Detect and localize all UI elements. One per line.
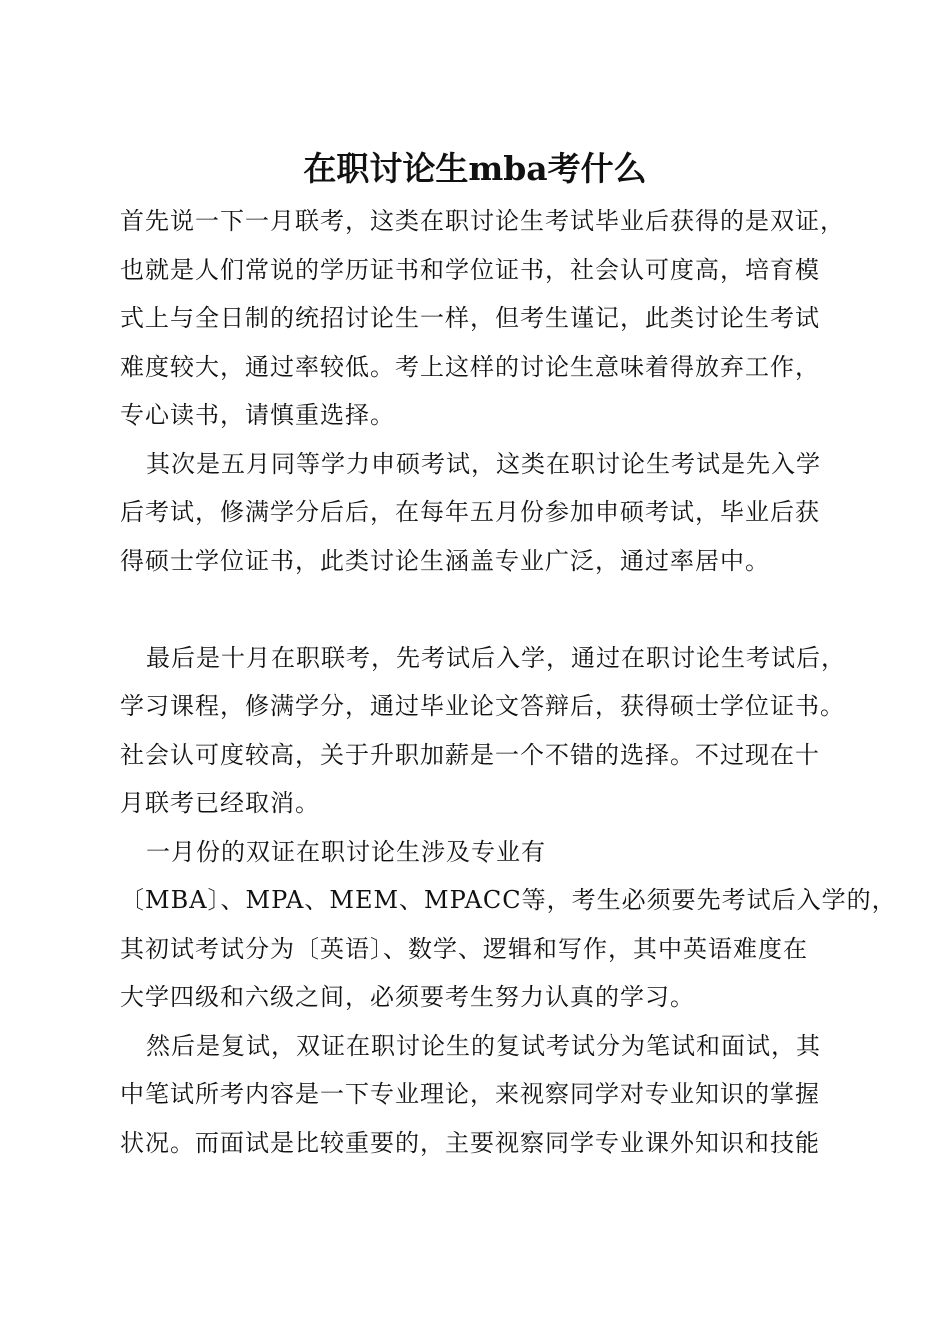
text-line: 月联考已经取消。: [120, 789, 320, 817]
text-line: 难度较大，通过率较低。考上这样的讨论生意味着得放弃工作，: [120, 352, 820, 381]
text-line: 最后是十月在职联考，先考试后入学，通过在职讨论生考试后，: [146, 643, 846, 672]
text-line: 大学四级和六级之间，必须要考生努力认真的学习。: [120, 983, 695, 1011]
text-line: 式上与全日制的统招讨论生一样，但考生谨记，此类讨论生考试: [120, 304, 820, 332]
text-line: 其初试考试分为〔英语〕、数学、逻辑和写作，其中英语难度在: [120, 934, 808, 963]
text-line: 学习课程，修满学分，通过毕业论文答辩后，获得硕士学位证书。: [120, 692, 845, 720]
text-line: 也就是人们常说的学历证书和学位证书，社会认可度高，培育模: [120, 255, 820, 284]
text-line: 社会认可度较高，关于升职加薪是一个不错的选择。不过现在十: [120, 740, 820, 769]
text-line: 一月份的双证在职讨论生涉及专业有: [146, 837, 546, 866]
text-line: 首先说一下一月联考，这类在职讨论生考试毕业后获得的是双证，: [120, 207, 845, 235]
paragraph-equivalent-degree-may: [120, 440, 836, 586]
text-line: 状况。而面试是比较重要的，主要视察同学专业课外知识和技能: [120, 1128, 820, 1157]
text-line: 〔MBA〕、MPA、MEM、MPACC等，考生必须要先考试后入学的，: [120, 886, 897, 914]
paragraph-joint-exam-october: [120, 634, 846, 828]
paragraph-majors-and-subjects: [120, 828, 897, 1022]
text-line: 其次是五月同等学力申硕考试，这类在职讨论生考试是先入学: [146, 449, 821, 478]
paragraph-joint-exam-january: [120, 197, 845, 440]
text-line: 得硕士学位证书，此类讨论生涵盖专业广泛，通过率居中。: [120, 546, 770, 575]
document-title: 在职讨论生mba考什么: [303, 149, 647, 188]
text-line: 然后是复试，双证在职讨论生的复试考试分为笔试和面试，其: [146, 1031, 821, 1060]
document-body: [120, 197, 897, 1167]
text-line: 后考试，修满学分后后，在每年五月份参加申硕考试，毕业后获: [120, 498, 820, 526]
paragraph-spacer: [120, 585, 836, 634]
text-line: 中笔试所考内容是一下专业理论，来视察同学对专业知识的掌握: [120, 1080, 820, 1108]
paragraph-retest: [120, 1022, 836, 1168]
text-line: 专心读书，请慎重选择。: [120, 401, 395, 429]
